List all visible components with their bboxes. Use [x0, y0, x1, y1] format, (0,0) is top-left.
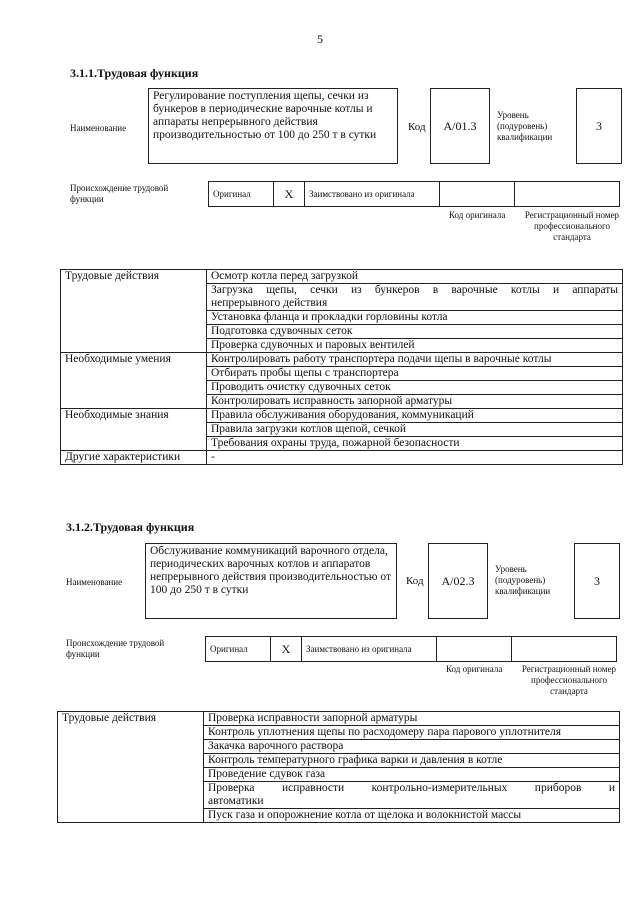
- table-cell: Контролировать работу транспортера подачи щепы в варочные котлы: [207, 353, 623, 367]
- origin-table: [205, 636, 617, 662]
- borrowed-label: Заимствовано из оригинала: [305, 182, 440, 207]
- section-title: 3.1.1.Трудовая функция: [70, 66, 199, 80]
- function-name-box: Регулирование поступления щепы, сечки из бункеров в периодические варочные котлы и аппараты непрерывного действия производительностью от 100 до 250 т в сутки: [148, 88, 398, 164]
- labor-function-table: [57, 711, 620, 823]
- original-label: Оригинал: [209, 182, 274, 207]
- kod-label: Код: [408, 121, 426, 133]
- level-label: Уровень (подуровень) квалификации: [495, 564, 551, 596]
- table-cell: Проверка исправности запорной арматуры: [204, 712, 620, 726]
- section-title: 3.1.2.Трудовая функция: [66, 520, 195, 534]
- reg-number-cell: [515, 182, 620, 207]
- borrowed-label: Заимствовано из оригинала: [302, 637, 437, 662]
- table-cell: Проводить очистку сдувочных сеток: [207, 381, 623, 395]
- table-cell: Проверка сдувочных и паровых вентилей: [207, 339, 623, 353]
- table-cell: непрерывного действия: [207, 297, 623, 311]
- table-cell: Закачка варочного раствора: [204, 740, 620, 754]
- origin-label: Происхождение трудовой функции: [66, 638, 165, 659]
- table-row: [58, 712, 620, 726]
- table-cell: Правила обслуживания оборудования, коммуникаций: [207, 409, 623, 423]
- table-cell: -: [207, 451, 623, 465]
- category-label: Трудовые действия: [61, 270, 207, 353]
- table-row: [61, 270, 623, 284]
- table-cell: Правила загрузки котлов щепой, сечкой: [207, 423, 623, 437]
- reg-number-cell: [512, 637, 617, 662]
- origin-table: [208, 181, 620, 207]
- kod-originala-label: Код оригинала: [446, 664, 503, 674]
- table-row: [61, 451, 623, 465]
- table-cell: Контролировать исправность запорной арматуры: [207, 395, 623, 409]
- kod-label: Код: [406, 575, 424, 587]
- category-label: Другие характеристики: [61, 451, 207, 465]
- naimenovanie-label: Наименование: [66, 577, 123, 587]
- category-label: Трудовые действия: [58, 712, 204, 823]
- page-number: 5: [317, 32, 323, 46]
- original-mark: X: [274, 182, 305, 207]
- level-value: 3: [576, 88, 622, 164]
- table-cell: Контроль температурного графика варки и давления в котле: [204, 754, 620, 768]
- original-label: Оригинал: [206, 637, 271, 662]
- table-cell: Проверка исправности контрольно-измерительных приборов и: [204, 782, 620, 796]
- kod-originala-cell: [440, 182, 515, 207]
- table-cell: Требования охраны труда, пожарной безопасности: [207, 437, 623, 451]
- level-value: 3: [574, 543, 620, 619]
- table-cell: Установка фланца и прокладки горловины котла: [207, 311, 623, 325]
- table-row: [61, 353, 623, 367]
- table-cell: Проведение сдувок газа: [204, 768, 620, 782]
- kod-originala-cell: [437, 637, 512, 662]
- table-cell: Контроль уплотнения щепы по расходомеру пара парового уплотнителя: [204, 726, 620, 740]
- original-mark: X: [271, 637, 302, 662]
- level-label: Уровень (подуровень) квалификации: [497, 110, 553, 142]
- reg-number-label: Регистрационный номер профессионального стандарта: [521, 664, 617, 696]
- naimenovanie-label: Наименование: [70, 123, 127, 133]
- labor-function-table: [60, 269, 623, 465]
- origin-label: Происхождение трудовой функции: [70, 183, 169, 204]
- reg-number-label: Регистрационный номер профессионального стандарта: [524, 210, 620, 242]
- kod-value: A/02.3: [428, 543, 488, 619]
- table-cell: Пуск газа и опорожнение котла от щелока и волокнистой массы: [204, 809, 620, 823]
- kod-value: A/01.3: [430, 88, 490, 164]
- table-cell: Отбирать пробы щепы с транспортера: [207, 367, 623, 381]
- function-name-box: Обслуживание коммуникаций варочного отдела, периодических варочных котлов и аппаратов непрерывного действия производительностью от 100 до 250 т в сутки: [145, 543, 397, 619]
- table-cell: Осмотр котла перед загрузкой: [207, 270, 623, 284]
- table-cell: автоматики: [204, 795, 620, 809]
- category-label: Необходимые умения: [61, 353, 207, 409]
- table-row: [61, 409, 623, 423]
- table-cell: Загрузка щепы, сечки из бункеров в варочные котлы и аппараты: [207, 284, 623, 298]
- category-label: Необходимые знания: [61, 409, 207, 451]
- table-cell: Подготовка сдувочных сеток: [207, 325, 623, 339]
- kod-originala-label: Код оригинала: [449, 210, 506, 220]
